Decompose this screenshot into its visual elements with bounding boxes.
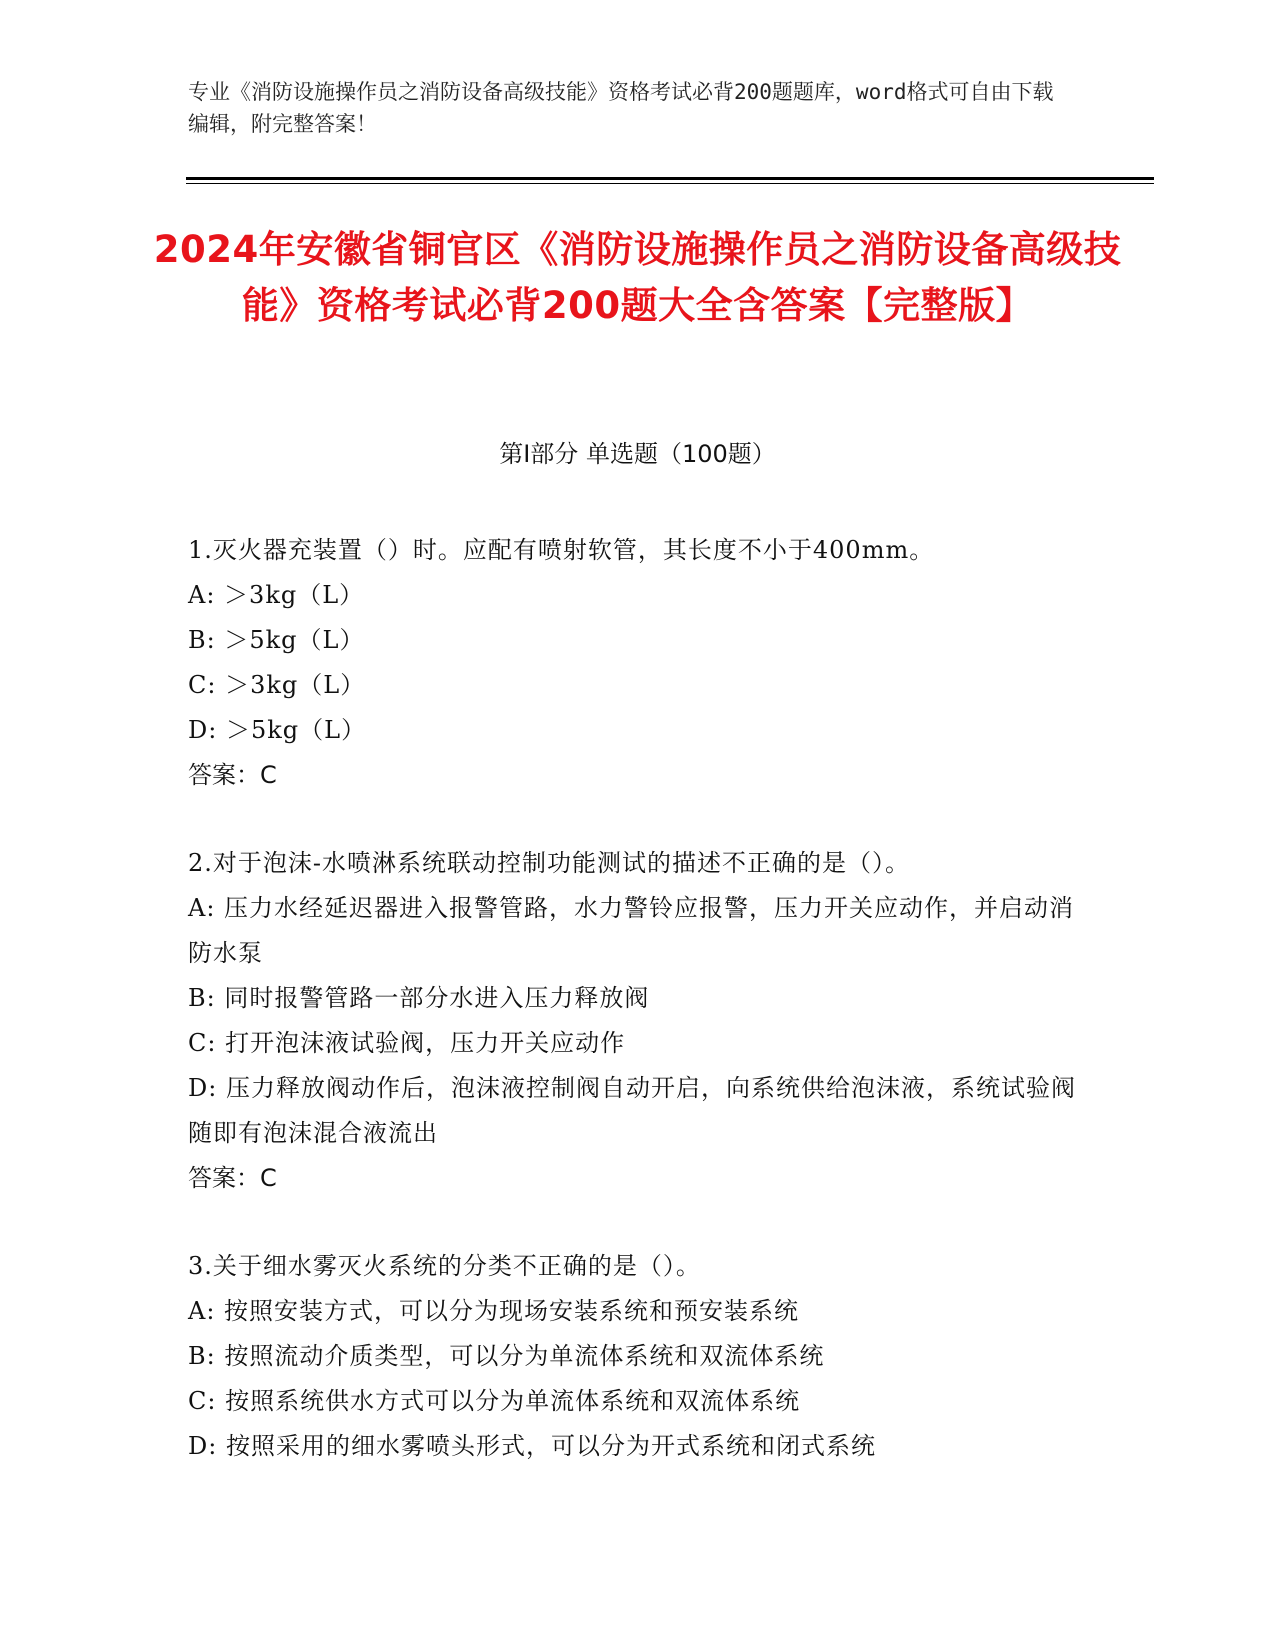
option-a: A: 按照安装方式，可以分为现场安装系统和预安装系统 bbox=[188, 1297, 800, 1325]
header-note: 专业《消防设施操作员之消防设备高级技能》资格考试必背200题题库，word格式可自由下载编辑，附完整答案！ bbox=[188, 80, 1054, 136]
option-a: A: 压力水经延迟器进入报警管路，水力警铃应报警，压力开关应动作，并启动消防水泵 bbox=[188, 894, 1075, 967]
option-d: D: 压力释放阀动作后，泡沫液控制阀自动开启，向系统供给泡沫液，系统试验阀随即有泡沫混合液流出 bbox=[188, 1074, 1076, 1147]
option-d: D: 按照采用的细水雾喷头形式，可以分为开式系统和闭式系统 bbox=[188, 1432, 876, 1460]
question-stem: 2.对于泡沫-水喷淋系统联动控制功能测试的描述不正确的是（）。 bbox=[188, 849, 911, 877]
header-rule-thick bbox=[186, 177, 1154, 180]
question-3 bbox=[188, 1244, 1088, 1469]
question-stem: 3.关于细水雾灭火系统的分类不正确的是（）。 bbox=[188, 1252, 701, 1280]
question-stem: 1.灭火器充装置（）时。应配有喷射软管，其长度不小于400mm。 bbox=[188, 536, 935, 564]
option-c: C: ＞3kg（L） bbox=[188, 671, 366, 699]
option-c: C: 按照系统供水方式可以分为单流体系统和双流体系统 bbox=[188, 1387, 801, 1415]
answer: 答案：C bbox=[188, 1164, 277, 1192]
option-d: D: ＞5kg（L） bbox=[188, 716, 367, 744]
option-b: B: 同时报警管路一部分水进入压力释放阀 bbox=[188, 984, 650, 1012]
document-title: 2024年安徽省铜官区《消防设施操作员之消防设备高级技能》资格考试必背200题大全含答案【完整版】 bbox=[153, 228, 1122, 327]
question-list bbox=[188, 528, 1088, 1512]
section-title: 第I部分 单选题（100题） bbox=[499, 440, 776, 468]
question-1 bbox=[188, 528, 1088, 798]
option-a: A: ＞3kg（L） bbox=[188, 581, 365, 609]
header-rule-thin bbox=[186, 183, 1154, 184]
answer: 答案：C bbox=[188, 761, 277, 789]
question-2 bbox=[188, 841, 1088, 1201]
option-b: B: ＞5kg（L） bbox=[188, 626, 365, 654]
option-b: B: 按照流动介质类型，可以分为单流体系统和双流体系统 bbox=[188, 1342, 825, 1370]
option-c: C: 打开泡沫液试验阀，压力开关应动作 bbox=[188, 1029, 626, 1057]
